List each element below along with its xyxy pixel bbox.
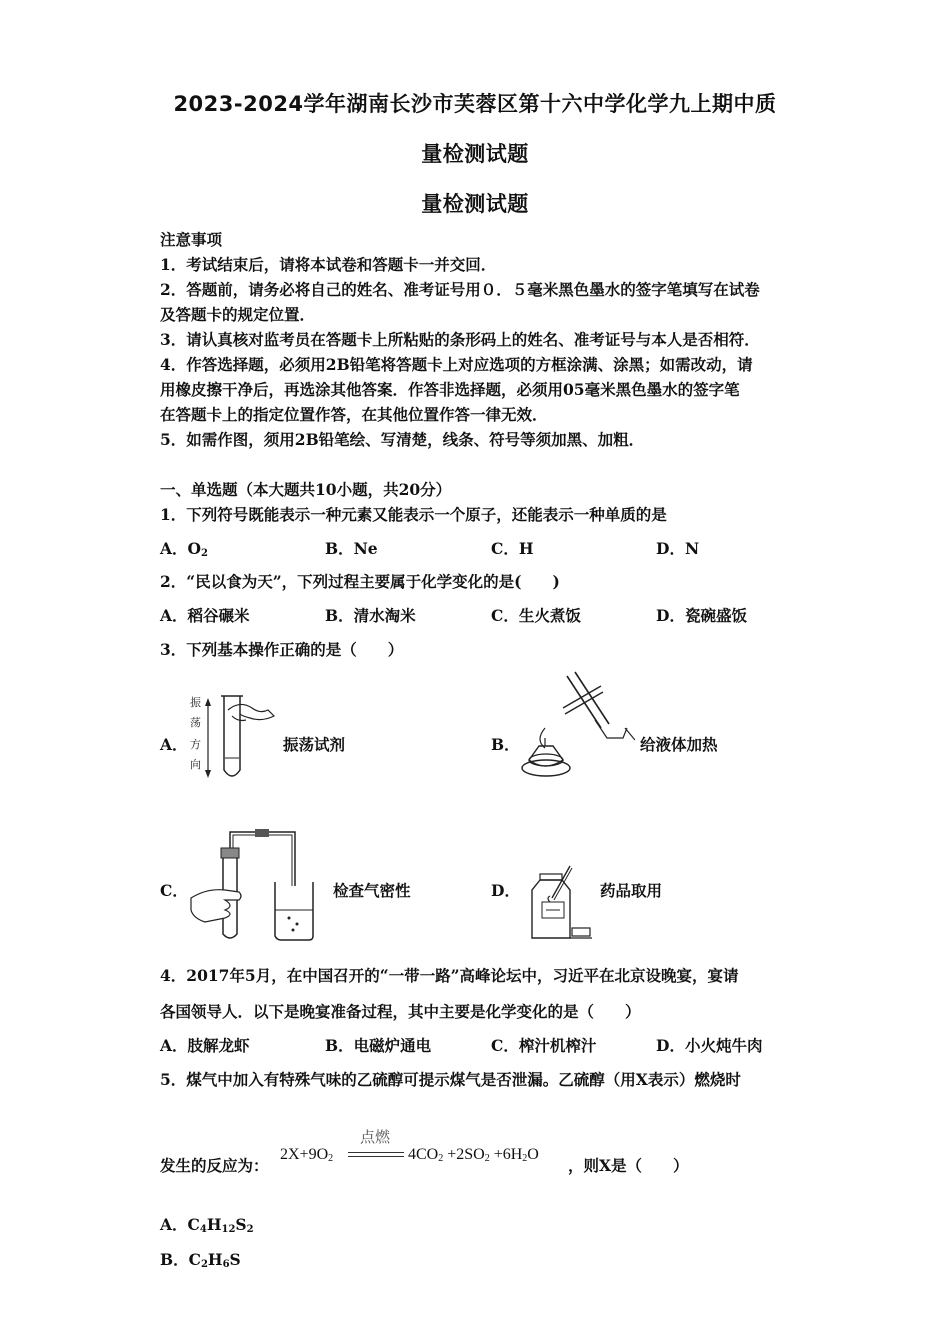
notice-item: 2．答题前，请务必将自己的姓名、准考证号用０．５毫米黑色墨水的签字笔填写在试卷 (160, 280, 760, 299)
q1-option-d: D．N (656, 539, 700, 558)
q3-option-d-text: 药品取用 (600, 881, 663, 900)
q1-option-c: C．H (491, 539, 534, 558)
q2-option-d: D．瓷碗盛饭 (656, 606, 747, 625)
reaction-equation-right: $4CO_2 +2SO_2 +6H_2O$ (408, 1146, 539, 1164)
q3-option-a-letter: A． (160, 735, 188, 754)
heat-liquid-figure (515, 668, 635, 784)
q2-stem: 2．“民以食为天”，下列过程主要属于化学变化的是( ) (160, 572, 560, 591)
q4-option-a: A．肢解龙虾 (160, 1036, 250, 1055)
q4-option-b: B．电磁炉通电 (325, 1036, 432, 1055)
notice-item: 3．请认真核对监考员在答题卡上所粘贴的条形码上的姓名、准考证号与本人是否相符． (160, 330, 760, 349)
reaction-arrow-bottom (348, 1156, 404, 1157)
q3-option-b-text: 给液体加热 (640, 735, 718, 754)
figure-label-char: 荡 (190, 716, 201, 729)
q3-option-d-letter: D． (491, 881, 520, 900)
notice-item: 及答题卡的规定位置． (160, 305, 316, 324)
notice-item: 在答题卡上的指定位置作答，在其他位置作答一律无效． (160, 405, 548, 424)
page-title-line2: 量检测试题 (421, 142, 529, 166)
section-heading: 一、单选题（本大题共10小题，共20分） (160, 480, 452, 499)
figure-label-char: 振 (190, 696, 201, 709)
figure-label-char: 方 (190, 738, 201, 751)
notice-item: 1．考试结束后，请将本试卷和答题卡一并交回． (160, 255, 497, 274)
reaction-condition: 点燃 (360, 1130, 391, 1146)
q5-stem-prefix: 发生的反应为： (160, 1156, 269, 1175)
notice-item: 5．如需作图，须用2B铅笔绘、写清楚，线条、符号等须加黑、加粗． (160, 430, 645, 449)
shake-test-tube-figure (188, 692, 280, 784)
q5-stem-suffix: ，则X是（ ） (568, 1156, 689, 1175)
q4-option-c: C．榨汁机榨汁 (491, 1036, 597, 1055)
q1-option-b: B．Ne (325, 539, 378, 558)
q1-option-a: A．$O_2$ (160, 539, 208, 559)
q4-option-d: D．小火炖牛肉 (656, 1036, 763, 1055)
q4-stem-line2: 各国领导人．以下是晚宴准备过程，其中主要是化学变化的是（ ） (160, 1002, 641, 1021)
q3-option-a-text: 振荡试剂 (283, 735, 346, 754)
notice-item: 用橡皮擦干净后，再选涂其他答案．作答非选择题，必须用05毫米黑色墨水的签字笔 (160, 380, 740, 399)
q2-option-b: B．清水淘米 (325, 606, 416, 625)
reaction-arrow-top (348, 1152, 404, 1153)
notice-item: 4．作答选择题，必须用2B铅笔将答题卡上对应选项的方框涂满、涂黑；如需改动，请 (160, 355, 753, 374)
q5-option-b: B．$C_2H_6S$ (160, 1250, 241, 1270)
q5-option-a: A．$C_4H_{12}S_2$ (160, 1215, 254, 1235)
q1-stem: 1．下列符号既能表示一种元素又能表示一个原子，还能表示一种单质的是 (160, 505, 667, 524)
q2-option-a: A．稻谷碾米 (160, 606, 250, 625)
page-title: 2023-2024学年湖南长沙市芙蓉区第十六中学化学九上期中质 (173, 92, 777, 116)
q3-option-c-text: 检查气密性 (333, 881, 411, 900)
reaction-equation-left: $2X+9O_2$ (280, 1146, 334, 1164)
q3-option-c-letter: C． (160, 881, 188, 900)
q3-stem: 3．下列基本操作正确的是（ ） (160, 640, 404, 659)
page-title-line3: 量检测试题 (421, 192, 529, 216)
airtightness-check-figure (185, 826, 325, 944)
q5-stem-line1: 5．煤气中加入有特殊气味的乙硫醇可提示煤气是否泄漏。乙硫醇（用X表示）燃烧时 (160, 1070, 741, 1089)
reagent-taking-figure (526, 862, 596, 944)
q2-option-c: C．生火煮饭 (491, 606, 581, 625)
q3-option-b-letter: B． (491, 735, 520, 754)
figure-label-char: 向 (190, 758, 201, 771)
notice-heading: 注意事项 (160, 230, 223, 249)
q4-stem-line1: 4．2017年5月，在中国召开的“一带一路”高峰论坛中，习近平在北京设晚宴，宴请 (160, 966, 739, 985)
